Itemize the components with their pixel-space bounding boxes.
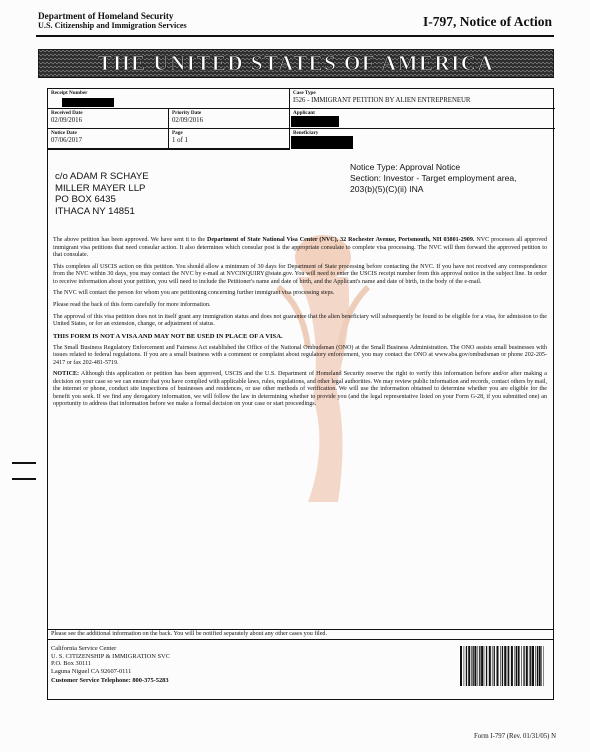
barcode-bar [479,646,480,686]
address-line-4: ITHACA NY 14851 [55,205,135,217]
barcode-bar [492,646,493,686]
paragraph-nvc-text-a: The above petition has been approved. We have sent it to the [53,237,207,243]
notice-date-cell [48,129,169,149]
barcode-bar [494,646,495,686]
barcode-bar [535,646,536,686]
barcode-bar [464,646,465,686]
barcode-bar [460,646,462,686]
barcode-bar [486,646,487,686]
service-center-line-1: California Service Center [51,645,117,652]
notice-type: Notice Type: Approval Notice [350,162,461,172]
barcode-bar [489,646,491,686]
barcode-bar [539,646,541,686]
fold-mark-1 [12,462,36,464]
notice-section-line-1: Section: Investor - Target employment area, [350,173,517,183]
address-line-2: MILLER MAYER LLP [55,182,146,194]
barcode-bar [468,646,470,686]
paragraph-ombudsman: The Small Business Regulatory Enforcement and Fairness Act established the Office of the National Ombudsman (ONO) at the Small Business Administration. The ONO assists small businesses with issues related to federal regulations. If you are a small business with a comment or complaint about regulatory enforcement, you may contact the ONO at www.sba.gov/ombudsman or phone 202-205-2417 or fax 202-481-5719. [53,344,547,366]
fold-mark-2 [12,478,36,480]
paragraph-status: The approval of this visa petition does not in itself grant any immigration status and does not guarantee that the alien beneficiary will subsequently be found to be eligible for a visa, for admission to the United States, or for an extension, change, or adjustment of status. [53,313,547,328]
barcode-bar [502,646,503,686]
service-center-address [51,645,170,685]
barcode-bar [474,646,476,686]
notice-type-block [350,162,550,195]
barcode-bar [521,646,522,686]
notice-frame [47,88,554,700]
paragraph-contact: The NVC will contact the person for whom you are petitioning concerning further immigrant visa processing steps. [53,290,335,297]
barcode-bar [504,646,506,686]
mailing-address [55,171,149,217]
priority-date-cell [169,109,290,129]
barcode-bar [466,646,467,686]
address-line-3: PO BOX 6435 [55,194,116,205]
barcode-bar [500,646,501,686]
barcode-bar [544,646,545,686]
case-type-cell [290,89,555,109]
barcode-bar [526,646,528,686]
barcode-bar [471,646,472,686]
beneficiary-label: Beneficiary [293,130,319,136]
barcode-bar [530,646,531,686]
barcode-bar [529,646,530,686]
applicant-redaction [291,116,339,127]
service-center-line-4: Laguna Niguel CA 92607-0111 [51,667,132,675]
barcode-bar [518,646,520,686]
field-grid-rule [48,149,290,150]
barcode-bar [537,646,538,686]
receipt-number-label: Receipt Number [51,90,88,96]
notice-date-value: 07/06/2017 [51,137,82,144]
case-type-label: Case Type [293,90,316,96]
barcode-bar [481,646,483,686]
receipt-number-redaction [62,98,114,107]
applicant-cell [290,109,555,129]
priority-date-value: 02/09/2016 [172,117,203,124]
paragraph-completion: This completes all USCIS action on this petition. You should allow a minimum of 30 days for Department of State processing before contacting the NVC. If you have not received any correspondence from the NVC within 30 days, you may contact the NVC by e-mail at NVCINQUIRY@state.gov. You will need to enter the USCIS receipt number from this approval notice in the subject line. In order to receive information about your petition, you will need to include the Petitioner's name and date of birth, and the Applicant's name and date of birth, in the body of the e-mail. [53,263,547,285]
banner-text: THE UNITED STATES OF AMERICA [97,51,495,75]
barcode-bar [478,646,479,686]
barcode-bar [515,646,516,686]
barcode [460,646,544,686]
service-center-line-2: U. S. CITIZENSHIP & IMMIGRATION SVC [51,652,170,660]
beneficiary-redaction [291,136,353,149]
form-revision: Form I-797 (Rev. 01/31/05) N [473,733,556,740]
address-line-1: c/o ADAM R SCHAYE [55,171,149,182]
applicant-label: Applicant [293,110,315,116]
barcode-bar [473,646,474,686]
barcode-bar [497,646,499,686]
page-value: 1 of 1 [172,137,188,144]
barcode-bar [532,646,534,686]
paragraph-read-back: Please read the back of this form carefully for more information. [53,302,211,309]
form-title: I-797, Notice of Action [423,14,552,29]
customer-service-phone: Customer Service Telephone: 800-375-5283 [51,677,169,685]
service-center-line-3: P.O. Box 30111 [51,660,92,668]
barcode-bar [511,646,513,686]
notice-date-label: Notice Date [51,130,77,136]
page-label: Page [172,130,183,136]
page-cell [169,129,290,149]
notice-text: Although this application or petition has been approved, USCIS and the U.S. Department of Homeland Security reserve the right to verify this information before and/or after making a decision on your case so we can ensure that you have complied with applicable laws, rules, regulations, and other legal authorities. We may review public information and records, contact others by mail, the internet or phone, conduct site inspections of businesses and residences, or use other methods of verification. We will use the information obtained to determine whether you are eligible for the benefit you seek. If we find any derogatory information, we will follow the law in determining whether to provide you (and the legal representative listed on your Form G-28, if you submitted one) an opportunity to address that information before we make a formal decision on your case or start proceedings. [53,371,547,408]
paragraph-not-visa: THIS FORM IS NOT A VISA AND MAY NOT BE USED IN PLACE OF A VISA. [53,332,283,340]
notice-label: NOTICE: [53,371,80,378]
received-date-value: 02/09/2016 [51,117,82,124]
barcode-bar [523,646,524,686]
barcode-bar [541,646,542,686]
paragraph-nvc-text-b: NVC processes all approved immigrant visa petitions that need consular action. It also determines which consular post is the appropriate consulate to complete visa processing. The NVC will then forward the approved petition to that consulate. [53,237,547,258]
paragraph-nvc [53,237,547,260]
paragraph-notice [53,371,547,409]
barcode-bar [484,646,485,686]
receipt-number-cell [48,89,290,109]
barcode-bar [507,646,508,686]
barcode-bar [508,646,509,686]
agency-name: Department of Homeland Security [38,11,174,21]
received-date-label: Received Date [51,110,83,116]
notice-body [53,237,547,413]
beneficiary-cell [290,129,555,149]
notice-section-line-2: 203(b)(5)(C)(ii) INA [350,184,424,194]
nvc-address: Department of State National Visa Center (NVC), 32 Rochester Avenue, Portsmouth, NH 03801-2909. [206,237,475,243]
additional-info-note: Please see the additional information on the back. You will be notified separately about any other cases you filed. [48,629,553,640]
agency-header [38,11,187,31]
received-date-cell [48,109,169,129]
sub-agency-name: U.S. Citizenship and Immigration Services [38,21,187,30]
priority-date-label: Priority Date [172,110,202,116]
header-rule [36,35,554,37]
case-type-value: I526 - IMMIGRANT PETITION BY ALIEN ENTREPRENEUR [293,97,471,104]
usa-banner [38,49,554,78]
barcode-bar [516,646,517,686]
